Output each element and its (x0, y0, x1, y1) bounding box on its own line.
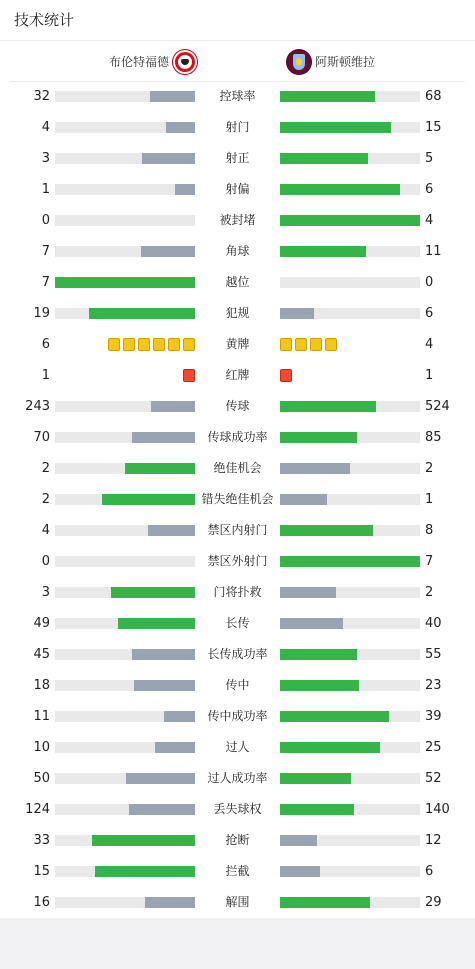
home-stat-bar-fill (89, 308, 195, 319)
away-stat-bar (280, 680, 420, 691)
away-stat-value: 140 (425, 802, 450, 817)
home-stat-value: 32 (33, 89, 50, 104)
home-stat-bar-fill (102, 494, 195, 505)
home-stat-value: 49 (33, 616, 50, 631)
stat-row (0, 856, 475, 887)
away-stat-bar (280, 866, 420, 877)
home-stat-value: 18 (33, 678, 50, 693)
away-stat-bar-fill (280, 525, 373, 536)
home-stat-bar-fill (164, 711, 195, 722)
stat-row (0, 546, 475, 577)
home-stat-bar (55, 773, 195, 784)
home-stat-value: 7 (41, 275, 50, 290)
yellow-card-icon (123, 338, 135, 351)
stat-row (0, 360, 475, 391)
away-stat-bar-fill (280, 742, 380, 753)
home-stat-value: 243 (25, 399, 50, 414)
away-stat-bar-fill (280, 680, 359, 691)
away-stat-value: 52 (425, 771, 442, 786)
away-stat-bar-fill (280, 184, 400, 195)
stat-label: 禁区外射门 (207, 554, 268, 568)
stat-row (0, 701, 475, 732)
home-stat-bar (55, 587, 195, 598)
stat-row (0, 577, 475, 608)
away-stat-bar-fill (280, 494, 327, 505)
home-stat-bar-fill (92, 835, 195, 846)
away-stat-bar-fill (280, 618, 343, 629)
yellow-card-icon (168, 338, 180, 351)
home-stat-bar (55, 122, 195, 133)
away-stat-value: 39 (425, 709, 442, 724)
home-stat-bar (55, 866, 195, 877)
home-stat-value: 45 (33, 647, 50, 662)
home-stat-bar-fill (126, 773, 195, 784)
home-stat-bar (55, 897, 195, 908)
home-stat-value: 16 (33, 895, 50, 910)
home-stat-bar-fill (95, 866, 195, 877)
away-stat-value: 6 (425, 182, 434, 197)
away-stat-bar (280, 525, 420, 536)
home-stat-bar-fill (118, 618, 195, 629)
home-stat-value: 0 (41, 213, 50, 228)
home-stat-value: 10 (33, 740, 50, 755)
home-stat-bar (55, 525, 195, 536)
away-stat-bar-fill (280, 897, 370, 908)
stat-row (0, 732, 475, 763)
away-stat-value: 6 (425, 306, 434, 321)
away-stat-value: 85 (425, 430, 442, 445)
home-stat-bar-fill (175, 184, 195, 195)
home-stat-value: 0 (41, 554, 50, 569)
home-team-header (109, 49, 197, 74)
away-stat-bar (280, 246, 420, 257)
away-stat-bar (280, 308, 420, 319)
home-stat-bar-fill (134, 680, 195, 691)
stat-row (0, 794, 475, 825)
home-stat-value: 15 (33, 864, 50, 879)
home-stat-bar-fill (132, 432, 195, 443)
home-stat-bar (55, 494, 195, 505)
away-stat-bar (280, 184, 420, 195)
stat-row (0, 174, 475, 205)
away-stat-bar (280, 711, 420, 722)
yellow-card-icon (325, 338, 337, 351)
away-red-cards (280, 369, 292, 382)
stat-label: 门将扑救 (213, 585, 262, 599)
away-stat-bar (280, 742, 420, 753)
home-stat-bar (55, 556, 195, 567)
away-stat-bar-fill (280, 246, 366, 257)
away-stat-value: 7 (425, 554, 434, 569)
away-stat-value: 1 (425, 492, 434, 507)
away-stat-value: 55 (425, 647, 442, 662)
away-stat-bar (280, 835, 420, 846)
home-stat-bar-fill (166, 122, 195, 133)
away-stat-bar (280, 587, 420, 598)
stat-label: 控球率 (219, 89, 256, 103)
stat-label: 黄牌 (225, 337, 250, 351)
stat-label: 传球成功率 (207, 430, 268, 444)
home-stat-bar (55, 308, 195, 319)
home-stat-bar-fill (132, 649, 195, 660)
away-team-header (287, 49, 375, 74)
stat-label: 解围 (225, 895, 250, 909)
away-stat-value: 5 (425, 151, 434, 166)
away-stat-bar-fill (280, 215, 420, 226)
home-stat-value: 3 (41, 585, 50, 600)
home-stat-bar-fill (150, 91, 195, 102)
home-stat-bar-fill (125, 463, 195, 474)
away-stat-bar-fill (280, 463, 350, 474)
home-stat-bar (55, 184, 195, 195)
red-card-icon (183, 369, 195, 382)
away-team-name: 阿斯顿维拉 (315, 55, 376, 69)
home-stat-value: 1 (41, 368, 50, 383)
stat-label: 长传 (225, 616, 250, 630)
home-stat-value: 4 (41, 120, 50, 135)
away-stat-bar-fill (280, 91, 375, 102)
away-stat-bar-fill (280, 308, 314, 319)
home-stat-bar (55, 463, 195, 474)
away-stat-bar-fill (280, 866, 320, 877)
home-stat-value: 6 (41, 337, 50, 352)
home-stat-bar-fill (55, 277, 195, 288)
home-stat-bar (55, 649, 195, 660)
home-stat-bar-fill (111, 587, 195, 598)
away-stat-value: 15 (425, 120, 442, 135)
stat-label: 射正 (225, 151, 250, 165)
home-stat-value: 2 (41, 461, 50, 476)
yellow-card-icon (138, 338, 150, 351)
away-stat-bar (280, 91, 420, 102)
away-stat-value: 25 (425, 740, 442, 755)
home-stat-bar (55, 401, 195, 412)
yellow-card-icon (295, 338, 307, 351)
stat-label: 过人 (225, 740, 250, 754)
away-stat-value: 0 (425, 275, 434, 290)
home-stat-bar (55, 835, 195, 846)
away-stat-bar-fill (280, 153, 368, 164)
away-stat-value: 2 (425, 461, 434, 476)
away-stat-bar (280, 463, 420, 474)
away-stat-bar (280, 122, 420, 133)
home-stat-bar (55, 153, 195, 164)
away-stat-value: 40 (425, 616, 442, 631)
away-stat-value: 2 (425, 585, 434, 600)
stat-label: 绝佳机会 (213, 461, 262, 475)
away-stat-value: 4 (425, 213, 434, 228)
home-stat-bar-fill (129, 804, 195, 815)
away-stat-bar (280, 897, 420, 908)
home-stat-bar (55, 215, 195, 226)
stat-row (0, 515, 475, 546)
stat-row (0, 205, 475, 236)
away-stat-bar-fill (280, 122, 391, 133)
away-stat-value: 29 (425, 895, 442, 910)
stat-label: 角球 (225, 244, 250, 258)
home-stat-value: 70 (33, 430, 50, 445)
home-stat-bar-fill (145, 897, 195, 908)
stat-label: 传中成功率 (207, 709, 268, 723)
yellow-card-icon (183, 338, 195, 351)
stat-row (0, 887, 475, 918)
away-stat-value: 11 (425, 244, 442, 259)
home-stat-bar (55, 680, 195, 691)
away-stat-value: 6 (425, 864, 434, 879)
away-stat-bar (280, 556, 420, 567)
away-stat-value: 12 (425, 833, 442, 848)
away-stat-value: 524 (425, 399, 450, 414)
away-yellow-cards (280, 338, 337, 351)
away-stat-bar (280, 432, 420, 443)
away-stat-bar (280, 773, 420, 784)
away-stat-value: 68 (425, 89, 442, 104)
stat-label: 射偏 (225, 182, 250, 196)
yellow-card-icon (280, 338, 292, 351)
away-stat-bar-fill (280, 804, 354, 815)
home-yellow-cards (108, 338, 195, 351)
away-stat-bar (280, 401, 420, 412)
yellow-card-icon (310, 338, 322, 351)
away-stat-value: 8 (425, 523, 434, 538)
yellow-card-icon (108, 338, 120, 351)
home-team-name: 布伦特福德 (108, 55, 169, 69)
stat-label: 丢失球权 (213, 802, 262, 816)
divider (0, 40, 475, 41)
stat-label: 长传成功率 (207, 647, 268, 661)
home-stat-bar (55, 804, 195, 815)
stat-row (0, 391, 475, 422)
aston-villa-crest-icon (287, 50, 311, 74)
home-stat-value: 33 (33, 833, 50, 848)
stat-label: 传中 (225, 678, 250, 692)
stat-row (0, 329, 475, 360)
home-stat-bar-fill (155, 742, 195, 753)
home-stat-bar (55, 742, 195, 753)
stat-row (0, 484, 475, 515)
away-stat-bar-fill (280, 432, 357, 443)
stat-label: 红牌 (225, 368, 250, 382)
stat-label: 禁区内射门 (207, 523, 268, 537)
home-stat-bar-fill (141, 246, 195, 257)
home-stat-value: 124 (25, 802, 50, 817)
home-stat-value: 50 (33, 771, 50, 786)
away-stat-bar (280, 804, 420, 815)
home-stat-bar (55, 91, 195, 102)
stat-label: 抢断 (225, 833, 250, 847)
home-stat-bar (55, 432, 195, 443)
home-stat-bar (55, 711, 195, 722)
away-stat-bar (280, 618, 420, 629)
away-stat-value: 1 (425, 368, 434, 383)
stat-label: 射门 (225, 120, 250, 134)
home-stat-value: 19 (33, 306, 50, 321)
stat-row (0, 298, 475, 329)
page-title: 技术统计 (14, 11, 75, 29)
stat-row (0, 81, 475, 112)
away-stat-value: 23 (425, 678, 442, 693)
home-stat-bar-fill (151, 401, 195, 412)
away-stat-bar (280, 494, 420, 505)
away-stat-bar (280, 649, 420, 660)
yellow-card-icon (153, 338, 165, 351)
home-stat-bar (55, 618, 195, 629)
stat-label: 错失绝佳机会 (201, 492, 274, 506)
away-stat-bar-fill (280, 649, 357, 660)
stat-label: 犯规 (225, 306, 250, 320)
home-stat-bar (55, 277, 195, 288)
stat-row (0, 763, 475, 794)
away-stat-bar (280, 215, 420, 226)
stat-row (0, 422, 475, 453)
home-stat-bar-fill (142, 153, 195, 164)
away-stat-value: 4 (425, 337, 434, 352)
stat-row (0, 112, 475, 143)
stat-row (0, 639, 475, 670)
away-stat-bar (280, 153, 420, 164)
brentford-crest-icon (173, 50, 197, 74)
stat-label: 拦截 (225, 864, 250, 878)
stat-row (0, 236, 475, 267)
away-stat-bar-fill (280, 401, 376, 412)
away-stat-bar (280, 277, 420, 288)
home-stat-bar (55, 246, 195, 257)
home-stat-value: 1 (41, 182, 50, 197)
away-stat-bar-fill (280, 587, 336, 598)
stat-label: 传球 (225, 399, 250, 413)
away-stat-bar-fill (280, 773, 351, 784)
stat-row (0, 825, 475, 856)
home-stat-value: 3 (41, 151, 50, 166)
away-stat-bar-fill (280, 556, 420, 567)
home-red-cards (183, 369, 195, 382)
home-stat-value: 11 (33, 709, 50, 724)
stat-row (0, 453, 475, 484)
stat-row (0, 143, 475, 174)
stat-label: 被封堵 (219, 213, 256, 227)
stat-row (0, 608, 475, 639)
away-stat-bar-fill (280, 835, 317, 846)
stat-label: 越位 (225, 275, 250, 289)
home-stat-value: 7 (41, 244, 50, 259)
away-stat-bar-fill (280, 711, 389, 722)
stat-row (0, 267, 475, 298)
red-card-icon (280, 369, 292, 382)
stat-label: 过人成功率 (207, 771, 268, 785)
stat-row (0, 670, 475, 701)
home-stat-value: 2 (41, 492, 50, 507)
home-stat-value: 4 (41, 523, 50, 538)
home-stat-bar-fill (148, 525, 195, 536)
